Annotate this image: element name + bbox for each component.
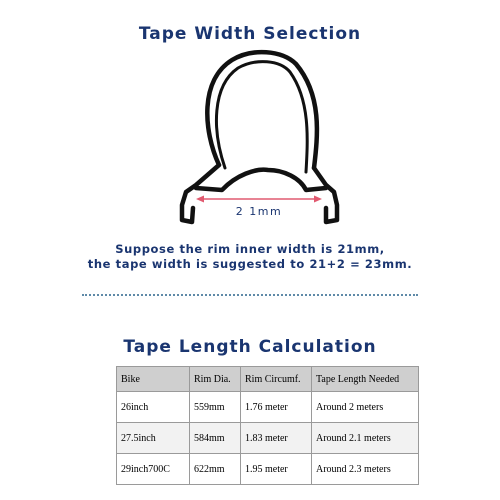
rim-inner-wall [216, 62, 307, 172]
cell-rim-dia: 559mm [190, 392, 241, 423]
header-rim-dia: Rim Dia. [190, 367, 241, 392]
cell-bike: 27.5inch [117, 423, 190, 454]
dotted-divider [82, 294, 418, 296]
arrowhead-left [196, 196, 204, 203]
tape-length-table [116, 366, 419, 485]
cell-tape-length: Around 2.1 meters [312, 423, 419, 454]
header-tape-length: Tape Length Needed [312, 367, 419, 392]
header-bike: Bike [117, 367, 190, 392]
table-header-row [117, 367, 419, 392]
arrowhead-right [314, 196, 322, 203]
cell-rim-circumf: 1.95 meter [241, 454, 312, 485]
caption-line-1: Suppose the rim inner width is 21mm, [115, 242, 385, 256]
tape-length-title: Tape Length Calculation [123, 337, 377, 357]
rim-right-hook [314, 168, 337, 222]
header-rim-circumf: Rim Circumf. [241, 367, 312, 392]
tape-width-title: Tape Width Selection [138, 24, 362, 44]
cell-rim-dia: 622mm [190, 454, 241, 485]
caption-line-2: the tape width is suggested to 21+2 = 23mm. [87, 257, 413, 271]
rim-left-hook [182, 165, 219, 222]
width-dimension-label: 2 1mm [235, 205, 283, 218]
rim-cross-section-diagram [0, 0, 500, 240]
cell-bike: 29inch700C [117, 454, 190, 485]
table-row [117, 423, 419, 454]
cell-tape-length: Around 2 meters [312, 392, 419, 423]
table-row [117, 454, 419, 485]
cell-rim-dia: 584mm [190, 423, 241, 454]
table-row [117, 392, 419, 423]
rim-profile [207, 52, 317, 168]
cell-tape-length: Around 2.3 meters [312, 454, 419, 485]
cell-bike: 26inch [117, 392, 190, 423]
cell-rim-circumf: 1.83 meter [241, 423, 312, 454]
cell-rim-circumf: 1.76 meter [241, 392, 312, 423]
